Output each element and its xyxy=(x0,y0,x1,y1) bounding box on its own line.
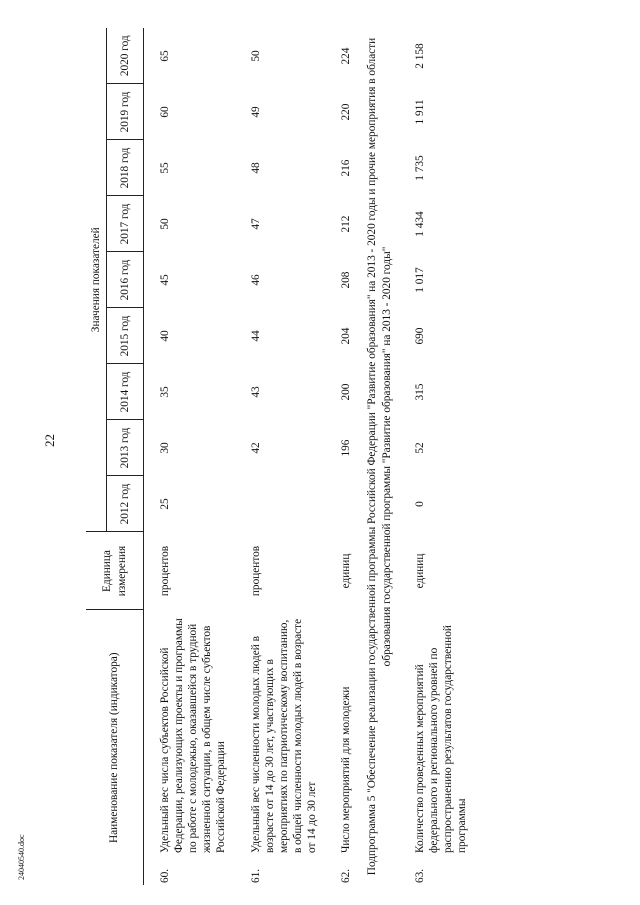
value-cell: 0 xyxy=(413,501,426,507)
subprogram-row xyxy=(359,28,398,885)
indicator-name: Число мероприятий для молодежи xyxy=(340,686,353,853)
indicator-unit: единиц xyxy=(340,553,353,589)
header-year: 2013 год xyxy=(107,420,144,476)
value-cell xyxy=(235,476,326,532)
row-number: 62. xyxy=(340,868,353,883)
header-indicator-name: Наименование показателя (индикатора) xyxy=(86,610,144,885)
value-cell: 52 xyxy=(413,442,426,454)
value-cell: 43 xyxy=(249,386,262,398)
indicator-unit: процентов xyxy=(249,545,262,597)
value-cell: 65 xyxy=(159,50,171,62)
indicator-unit: процентов xyxy=(159,545,171,597)
value-cell: 60 xyxy=(159,106,171,118)
header-values-group: Значения показателей xyxy=(86,28,107,532)
header-year: 2018 год xyxy=(107,140,144,196)
value-cell: 2 158 xyxy=(413,43,426,69)
header-year: 2014 год xyxy=(107,364,144,420)
value-cell: 1 735 xyxy=(413,155,426,181)
value-cell: 690 xyxy=(413,327,426,345)
value-cell xyxy=(325,476,359,532)
document-code: 24040540.doc xyxy=(17,834,26,880)
subprogram-title: Подпрограмма 5 "Обеспечение реализации государственной программы Российской Федерации "Развитие образования" на 2013 - 2020 годы и прочие мероприятия в области образования государственной программы "Развитие образования" на 2013 - 2020 годы" xyxy=(366,37,393,876)
page-number: 22 xyxy=(42,434,57,447)
value-cell: 25 xyxy=(159,498,171,510)
indicator-unit: единиц xyxy=(413,553,426,589)
value-cell: 50 xyxy=(159,218,171,230)
value-cell: 42 xyxy=(249,442,262,454)
value-cell: 216 xyxy=(340,159,353,177)
value-cell: 196 xyxy=(340,439,353,457)
value-cell: 50 xyxy=(249,50,262,62)
row-number: 60. xyxy=(159,868,171,883)
table-row xyxy=(399,28,475,885)
value-cell: 44 xyxy=(249,330,262,342)
value-cell: 1 911 xyxy=(413,99,426,125)
header-year: 2016 год xyxy=(107,252,144,308)
header-year: 2012 год xyxy=(107,476,144,532)
indicator-name: Удельный вес численности молодых людей в возрасте от 14 до 30 лет, участвующих в мероприятиях по патриотическому воспитанию, в общей численности молодых людей в возрасте от 14 до 30 лет xyxy=(249,618,318,853)
table-row xyxy=(144,28,235,885)
row-number: 61. xyxy=(249,868,262,883)
value-cell: 30 xyxy=(159,442,171,454)
header-year: 2020 год xyxy=(107,28,144,84)
row-number: 63. xyxy=(413,868,426,883)
value-cell: 35 xyxy=(159,386,171,398)
value-cell: 220 xyxy=(340,103,353,121)
rotated-page-content xyxy=(86,25,626,885)
value-cell: 200 xyxy=(340,383,353,401)
table-row xyxy=(325,28,359,885)
value-cell: 224 xyxy=(340,47,353,65)
header-unit: Единица измерения xyxy=(86,532,144,610)
value-cell: 204 xyxy=(340,327,353,345)
value-cell: 47 xyxy=(249,218,262,230)
indicators-table xyxy=(86,28,475,885)
value-cell: 212 xyxy=(340,215,353,233)
value-cell: 48 xyxy=(249,162,262,174)
value-cell: 45 xyxy=(159,274,171,286)
header-year: 2019 год xyxy=(107,84,144,140)
value-cell: 1 434 xyxy=(413,211,426,237)
header-year: 2015 год xyxy=(107,308,144,364)
table-row xyxy=(235,28,326,885)
value-cell: 55 xyxy=(159,162,171,174)
value-cell: 40 xyxy=(159,330,171,342)
value-cell: 46 xyxy=(249,274,262,286)
value-cell: 49 xyxy=(249,106,262,118)
indicator-name: Количество проведенных мероприятий федерального и регионального уровней по распространению результатов государственной программы xyxy=(413,625,468,853)
value-cell: 208 xyxy=(340,271,353,289)
indicator-name: Удельный вес числа субъектов Российской Федерации, реализующих проекты и программы по работе с молодежью, оказавшейся в трудной жизненной ситуации, в общем числе субъектов Российской Федерации xyxy=(159,618,228,853)
value-cell: 1 017 xyxy=(413,267,426,293)
value-cell: 315 xyxy=(413,383,426,401)
header-year: 2017 год xyxy=(107,196,144,252)
